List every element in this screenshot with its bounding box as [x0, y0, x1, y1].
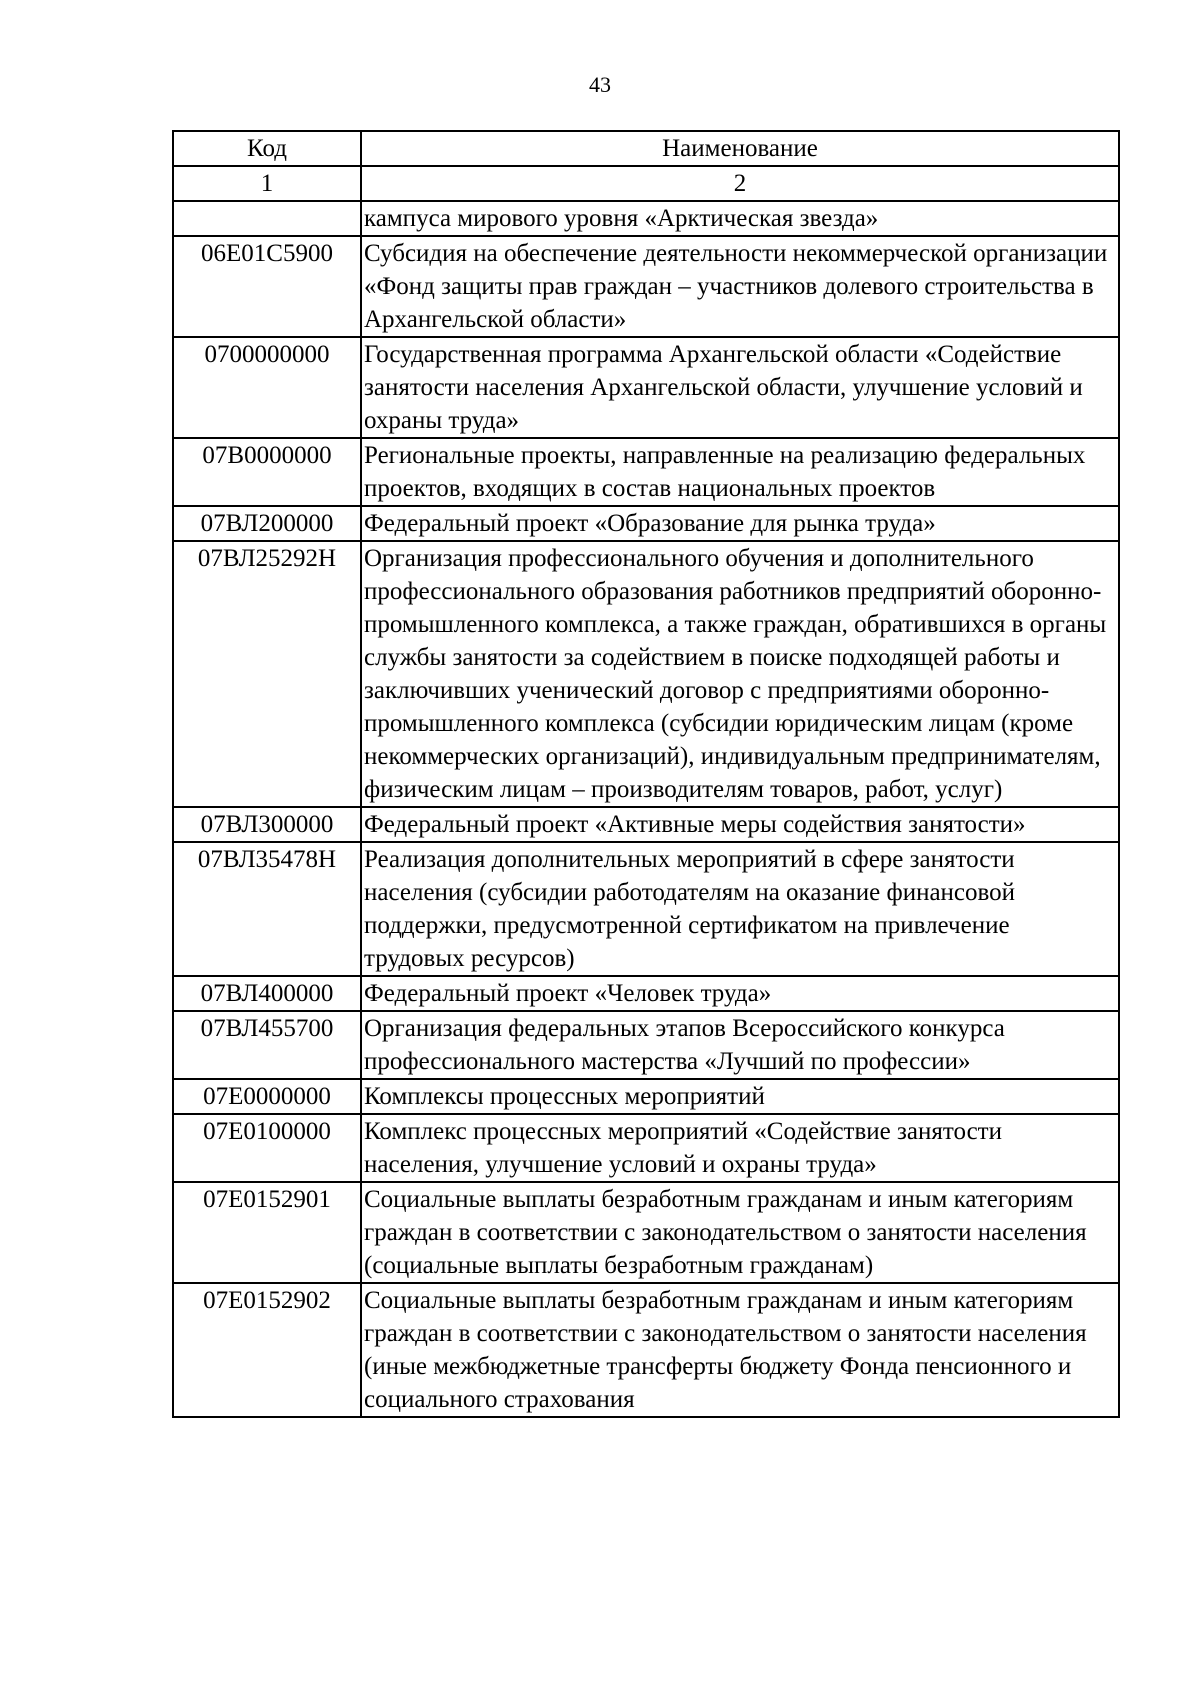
table-row	[173, 807, 1119, 842]
row-code: 07ВЛ35478Н	[173, 842, 361, 976]
column-number-2: 2	[361, 166, 1119, 201]
row-code	[173, 201, 361, 236]
row-name: Реализация дополнительных мероприятий в сфере занятости населения (субсидии работодателям на оказание финансовой поддержки, предусмотренной сертификатом на привлечение трудовых ресурсов)	[361, 842, 1119, 976]
table-row	[173, 1182, 1119, 1283]
table-row	[173, 337, 1119, 438]
page-number: 43	[589, 72, 611, 97]
table-row	[173, 438, 1119, 506]
table-row	[173, 1114, 1119, 1182]
row-code: 07ВЛ455700	[173, 1011, 361, 1079]
table-row	[173, 976, 1119, 1011]
table-row	[173, 1079, 1119, 1114]
row-name: Федеральный проект «Человек труда»	[361, 976, 1119, 1011]
row-name: Организация профессионального обучения и дополнительного профессионального образования работников предприятий оборонно-промышленного комплекса, а также граждан, обратившихся в органы службы занятости за содействием в поиске подходящей работы и заключивших ученический договор с предприятиями оборонно-промышленного комплекса (субсидии юридическим лицам (кроме некоммерческих организаций), индивидуальным предпринимателям, физическим лицам – производителям товаров, работ, услуг)	[361, 541, 1119, 807]
row-name: Региональные проекты, направленные на реализацию федеральных проектов, входящих в состав национальных проектов	[361, 438, 1119, 506]
row-name: кампуса мирового уровня «Арктическая звезда»	[361, 201, 1119, 236]
budget-code-table	[172, 130, 1120, 1418]
row-code: 07В0000000	[173, 438, 361, 506]
row-name: Федеральный проект «Образование для рынка труда»	[361, 506, 1119, 541]
row-name: Федеральный проект «Активные меры содействия занятости»	[361, 807, 1119, 842]
table-row	[173, 236, 1119, 337]
row-code: 07ВЛ25292Н	[173, 541, 361, 807]
header-code: Код	[173, 131, 361, 166]
table-row	[173, 1011, 1119, 1079]
row-name: Комплекс процессных мероприятий «Содействие занятости населения, улучшение условий и охраны труда»	[361, 1114, 1119, 1182]
row-code: 07ВЛ400000	[173, 976, 361, 1011]
table-row	[173, 1283, 1119, 1417]
header-row	[173, 131, 1119, 166]
row-code: 07Е0000000	[173, 1079, 361, 1114]
row-code: 06Е01С5900	[173, 236, 361, 337]
column-number-row	[173, 166, 1119, 201]
row-name: Субсидия на обеспечение деятельности некоммерческой организации «Фонд защиты прав граждан – участников долевого строительства в Архангельской области»	[361, 236, 1119, 337]
table-row	[173, 541, 1119, 807]
table-row	[173, 842, 1119, 976]
row-name: Комплексы процессных мероприятий	[361, 1079, 1119, 1114]
table-row	[173, 201, 1119, 236]
row-name: Социальные выплаты безработным гражданам и иным категориям граждан в соответствии с законодательством о занятости населения (социальные выплаты безработным гражданам)	[361, 1182, 1119, 1283]
row-name: Организация федеральных этапов Всероссийского конкурса профессионального мастерства «Лучший по профессии»	[361, 1011, 1119, 1079]
row-name: Государственная программа Архангельской области «Содействие занятости населения Архангельской области, улучшение условий и охраны труда»	[361, 337, 1119, 438]
row-code: 0700000000	[173, 337, 361, 438]
row-code: 07Е0152901	[173, 1182, 361, 1283]
row-code: 07ВЛ200000	[173, 506, 361, 541]
table-row	[173, 506, 1119, 541]
column-number-1: 1	[173, 166, 361, 201]
row-name: Социальные выплаты безработным гражданам и иным категориям граждан в соответствии с законодательством о занятости населения (иные межбюджетные трансферты бюджету Фонда пенсионного и социального страхования	[361, 1283, 1119, 1417]
row-code: 07ВЛ300000	[173, 807, 361, 842]
row-code: 07Е0100000	[173, 1114, 361, 1182]
header-name: Наименование	[361, 131, 1119, 166]
row-code: 07Е0152902	[173, 1283, 361, 1417]
